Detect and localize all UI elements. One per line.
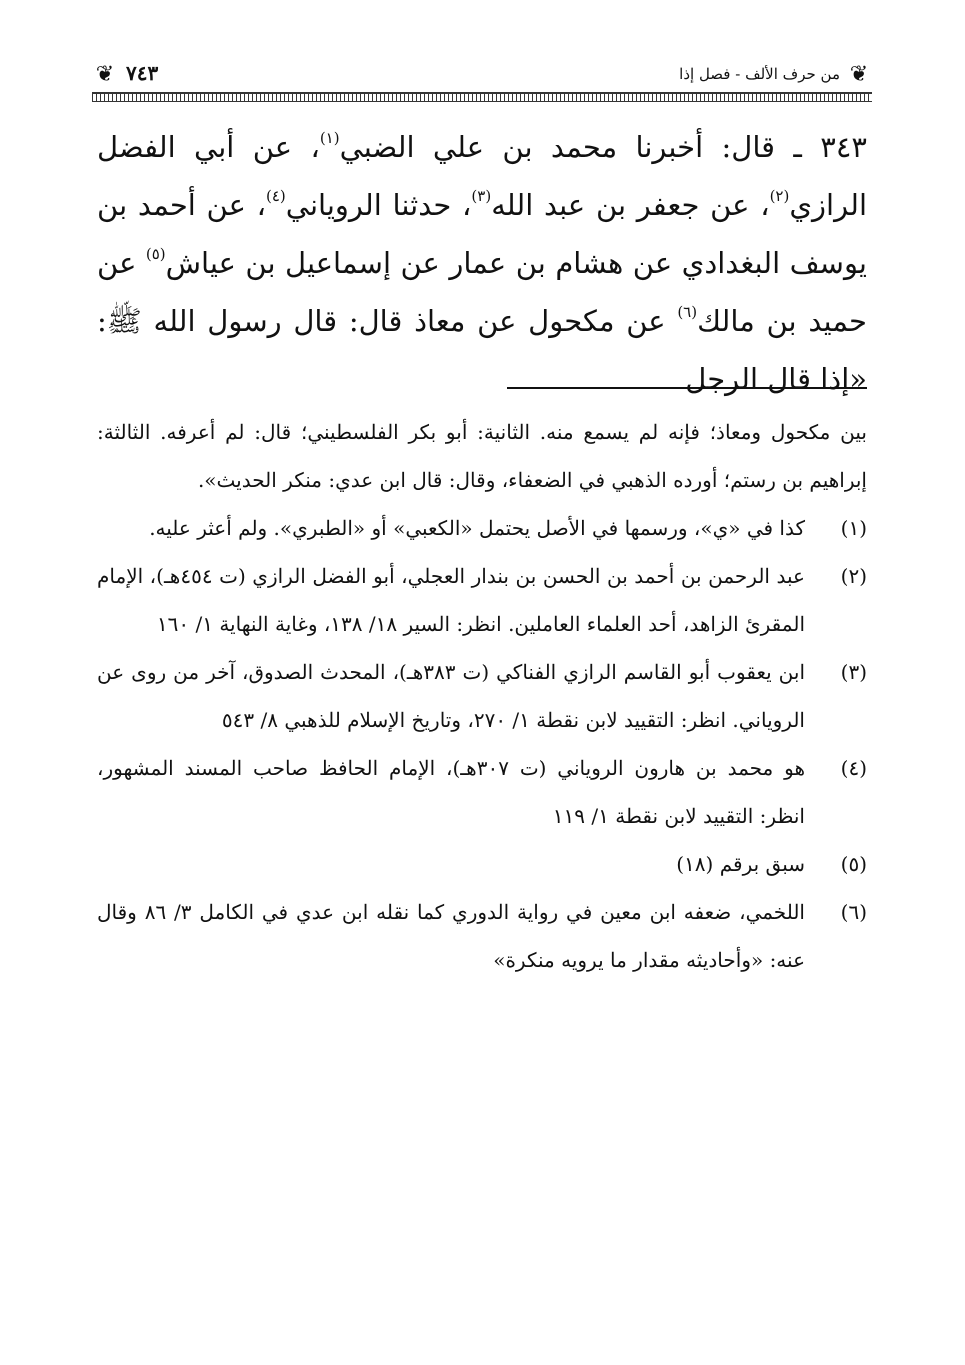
footnote-number: (٥) (840, 852, 867, 876)
text-segment: ، حدثنا الروياني (285, 188, 472, 222)
hadith-number: ٣٤٣ (820, 130, 868, 164)
ornament-icon: ❦ (849, 62, 869, 87)
footnote-number: (٦) (840, 900, 867, 924)
footnote-ref[interactable]: (٤) (266, 187, 286, 205)
footnote-ref[interactable]: (٣) (471, 187, 492, 205)
text-segment: ، عن أبي الفضل الرازي (97, 130, 867, 222)
footnote-text: سبق برقم (١٨) (676, 852, 805, 876)
footnote-ref[interactable]: (٥) (145, 245, 166, 263)
footnote-text: هو محمد بن هارون الروياني (ت ٣٠٧هـ)، الإمام الحافظ صاحب المسند المشهور، انظر: التقييد لابن نقطة ١/ ١١٩ (97, 756, 806, 828)
footnote-item (97, 648, 867, 744)
footnote-item (97, 552, 867, 648)
footnote-number: (١) (840, 516, 867, 540)
main-text (97, 118, 867, 408)
page-number: ٧٤٣ (126, 61, 159, 85)
footnote-number: (٣) (840, 660, 867, 684)
running-title: من حرف الألف - فصل إذا (679, 65, 840, 83)
text-segment: ، عن أحمد بن يوسف البغدادي عن هشام بن عمار عن إسماعيل بن عياش (97, 188, 867, 280)
header-divider (92, 92, 872, 102)
footnote-item (97, 744, 867, 840)
ornament-icon: ❦ (95, 62, 115, 87)
footnotes (97, 408, 867, 984)
text-segment: عن مكحول عن معاذ قال: قال رسول الله ﷺ: «إذا قال الرجل (97, 304, 867, 396)
footnote-number: (٤) (840, 756, 867, 780)
text-segment: ، عن جعفر بن عبد الله (491, 188, 770, 222)
footnote-number: (٢) (840, 564, 867, 588)
footnote-text: ابن يعقوب أبو القاسم الرازي الفناكي (ت ٣٨٣هـ)، المحدث الصدوق، آخر من روى عن الروياني. انظر: التقييد لابن نقطة ١/ ٢٧٠، وتاريخ الإسلام للذهبي ٨/ ٥٤٣ (97, 660, 806, 732)
page-header (92, 56, 872, 104)
footnote-ref[interactable]: (٦) (677, 303, 698, 321)
footnote-item (97, 504, 867, 552)
footnote-text: اللخمي، ضعفه ابن معين في رواية الدوري كما نقله ابن عدي في الكامل ٣/ ٨٦ وقال عنه: «وأحاديثه مقدار ما يرويه منكرة» (97, 900, 805, 972)
footnote-item (97, 840, 867, 888)
footnote-text: كذا في «ي»، ورسمها في الأصل يحتمل «الكعبي» أو «الطبري». ولم أعثر عليه. (149, 516, 805, 540)
footnote-ref[interactable]: (١) (319, 129, 340, 147)
footnote-ref[interactable]: (٢) (769, 187, 790, 205)
footnote-text: عبد الرحمن بن أحمد بن الحسن بن بندار العجلي، أبو الفضل الرازي (ت ٤٥٤هـ)، الإمام المقرئ الزاهد، أحد العلماء العاملين. انظر: السير ١٨/ ١٣٨، وغاية النهاية ١/ ١٦٠ (97, 564, 805, 636)
text-segment: ـ قال: أخبرنا محمد بن علي الضبي (339, 130, 802, 164)
hadith-paragraph (97, 118, 867, 408)
text-segment: عن حميد بن مالك (97, 246, 867, 338)
footnote-continuation: بين مكحول ومعاذ؛ فإنه لم يسمع منه. الثانية: أبو بكر الفلسطيني؛ قال: لم أعرفه. الثالثة: إبراهيم بن رستم؛ أورده الذهبي في الضعفاء، وقال: قال ابن عدي: منكر الحديث». (97, 420, 867, 492)
footnote-separator (507, 387, 867, 389)
footnote-item (97, 888, 867, 984)
